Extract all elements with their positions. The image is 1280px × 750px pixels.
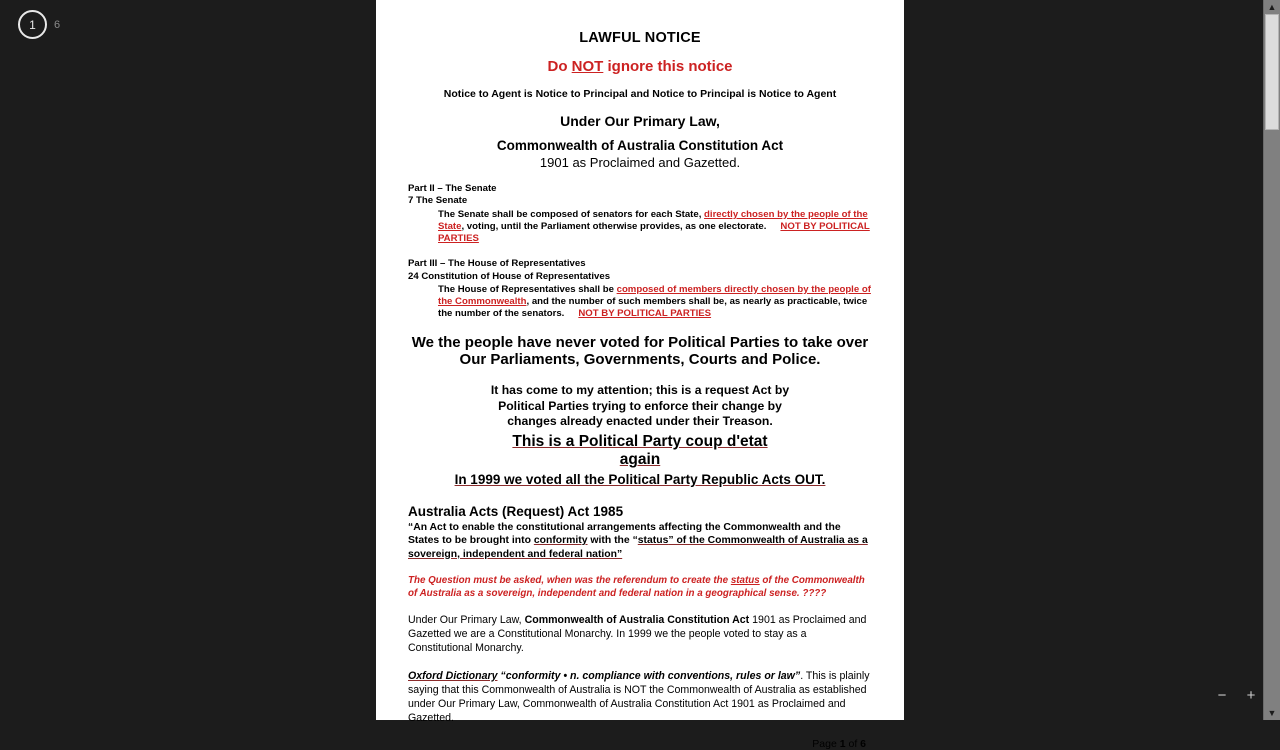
- current-page-indicator[interactable]: 1: [18, 10, 47, 39]
- constitution-act-year: 1901 as Proclaimed and Gazetted.: [539, 155, 741, 170]
- acts-quote-part1: “An Act to enable the constitutional arrangements affecting the Commonwealth and the: [408, 521, 841, 533]
- house-not-by-parties: NOT BY POLITICAL PARTIES: [578, 308, 712, 320]
- house-body-part2: , and the number of such members shall be, as nearly as practicable, twice the number of the senators.: [438, 296, 868, 320]
- acts-quote-status: status: [637, 535, 669, 547]
- acts-quote-states: States to be brought into: [408, 535, 534, 547]
- question-status-underlined: status: [730, 574, 760, 586]
- page-footer: [408, 738, 872, 750]
- warning-emphasis: NOT: [571, 58, 604, 75]
- house-body-part1: The House of Representatives shall be: [438, 283, 617, 295]
- australia-acts-heading: Australia Acts (Request) Act 1985: [408, 503, 624, 519]
- attention-block: [408, 383, 872, 430]
- again-line: again: [619, 451, 661, 469]
- voted-out-line: In 1999 we voted all the Political Party Republic Acts OUT.: [454, 472, 826, 488]
- house-clause: [408, 258, 872, 320]
- acts-quote-conformity: conformity: [533, 535, 588, 547]
- senate-not-by-parties: NOT BY POLITICAL PARTIES: [438, 220, 870, 245]
- zoom-out-icon[interactable]: −: [1217, 687, 1227, 704]
- australia-acts-quote: [408, 521, 872, 561]
- senate-clause-body: [438, 209, 872, 246]
- question-part1: The Question must be asked, when was the referendum to create the: [408, 574, 731, 586]
- house-clause-body: [438, 284, 872, 321]
- senate-body-part1: The Senate shall be composed of senators for each State,: [438, 208, 705, 220]
- oxford-definition: “conformity • n. compliance with conventions, rules or law”: [497, 669, 801, 682]
- document-title: LAWFUL NOTICE: [579, 30, 701, 46]
- never-voted-statement: We the people have never voted for Political Parties to take over Our Parliaments, Governments, Courts and Police.: [411, 333, 869, 369]
- house-section-heading: 24 Constitution of House of Representatives: [408, 270, 611, 282]
- senate-section-heading: 7 The Senate: [408, 195, 468, 207]
- notice-agent-principal-line: Notice to Agent is Notice to Principal and Notice to Principal is Notice to Agent: [443, 88, 837, 100]
- oxford-rest: . This is plainly saying that this Commonwealth of Australia is NOT the Commonwealth of Australia as established under Our Primary Law, Commonwealth of Australia Constitution Act 1901 as Proclaimed and Gazetted.: [408, 669, 870, 724]
- senate-body-part2: , voting, until the Parliament otherwise provides, as one electorate.: [461, 220, 767, 232]
- zoom-controls[interactable]: [1215, 688, 1258, 703]
- page-navigator[interactable]: [18, 10, 60, 39]
- constitution-act-title: Commonwealth of Australia Constitution Act: [496, 138, 784, 153]
- footer-total-pages: 6: [860, 737, 866, 750]
- house-highlight: composed of members directly chosen by the people of the Commonwealth: [438, 283, 871, 308]
- attention-line-3: changes already enacted under their Treason.: [507, 414, 773, 429]
- oxford-dictionary-source: Oxford Dictionary: [408, 669, 498, 682]
- acts-quote-part3: ” of the Commonwealth of Australia as a sovereign, independent and federal nation”: [408, 535, 868, 560]
- warning-headline: [408, 58, 872, 75]
- acts-quote-part2: with the “: [587, 535, 638, 547]
- monarchy-part1: Under Our Primary Law,: [408, 613, 525, 626]
- monarchy-paragraph: [408, 614, 872, 656]
- scroll-down-arrow-icon[interactable]: ▼: [1267, 707, 1277, 718]
- monarchy-act-bold: Commonwealth of Australia Constitution Act: [524, 613, 750, 626]
- attention-line-1: It has come to my attention; this is a request Act by: [490, 383, 790, 398]
- scroll-up-arrow-icon[interactable]: ▲: [1267, 1, 1277, 12]
- footer-current-page: 1: [839, 737, 846, 750]
- vertical-scrollbar[interactable]: [1263, 0, 1280, 720]
- senate-clause: [408, 183, 872, 245]
- total-pages-indicator: 6: [54, 18, 61, 31]
- house-part-heading: Part III – The House of Representatives: [408, 258, 586, 270]
- monarchy-part2: 1901 as Proclaimed and Gazetted we are a Constitutional Monarchy. In 1999 we the people voted to stay as a Constitutional Monarchy.: [408, 613, 867, 654]
- primary-law-line: Under Our Primary Law,: [560, 113, 720, 129]
- senate-highlight: directly chosen by the people of the State: [438, 208, 868, 232]
- zoom-in-icon[interactable]: +: [1246, 687, 1256, 704]
- document-page: [376, 0, 904, 750]
- footer-middle: of: [845, 737, 861, 750]
- senate-part-heading: Part II – The Senate: [408, 183, 497, 194]
- question-paragraph: [408, 574, 872, 600]
- question-part2: of the Commonwealth of Australia as a sovereign, independent and federal nation in a geographical sense. ????: [408, 574, 865, 599]
- oxford-paragraph: [408, 670, 872, 726]
- footer-prefix: Page: [812, 737, 840, 750]
- scrollbar-thumb[interactable]: [1265, 14, 1279, 130]
- attention-line-2: Political Parties trying to enforce their change by: [498, 398, 782, 413]
- coup-detat-line: This is a Political Party coup d'etat: [512, 432, 768, 450]
- document-content: [376, 30, 904, 750]
- warning-after: ignore this notice: [603, 58, 733, 75]
- warning-before: Do: [547, 58, 572, 75]
